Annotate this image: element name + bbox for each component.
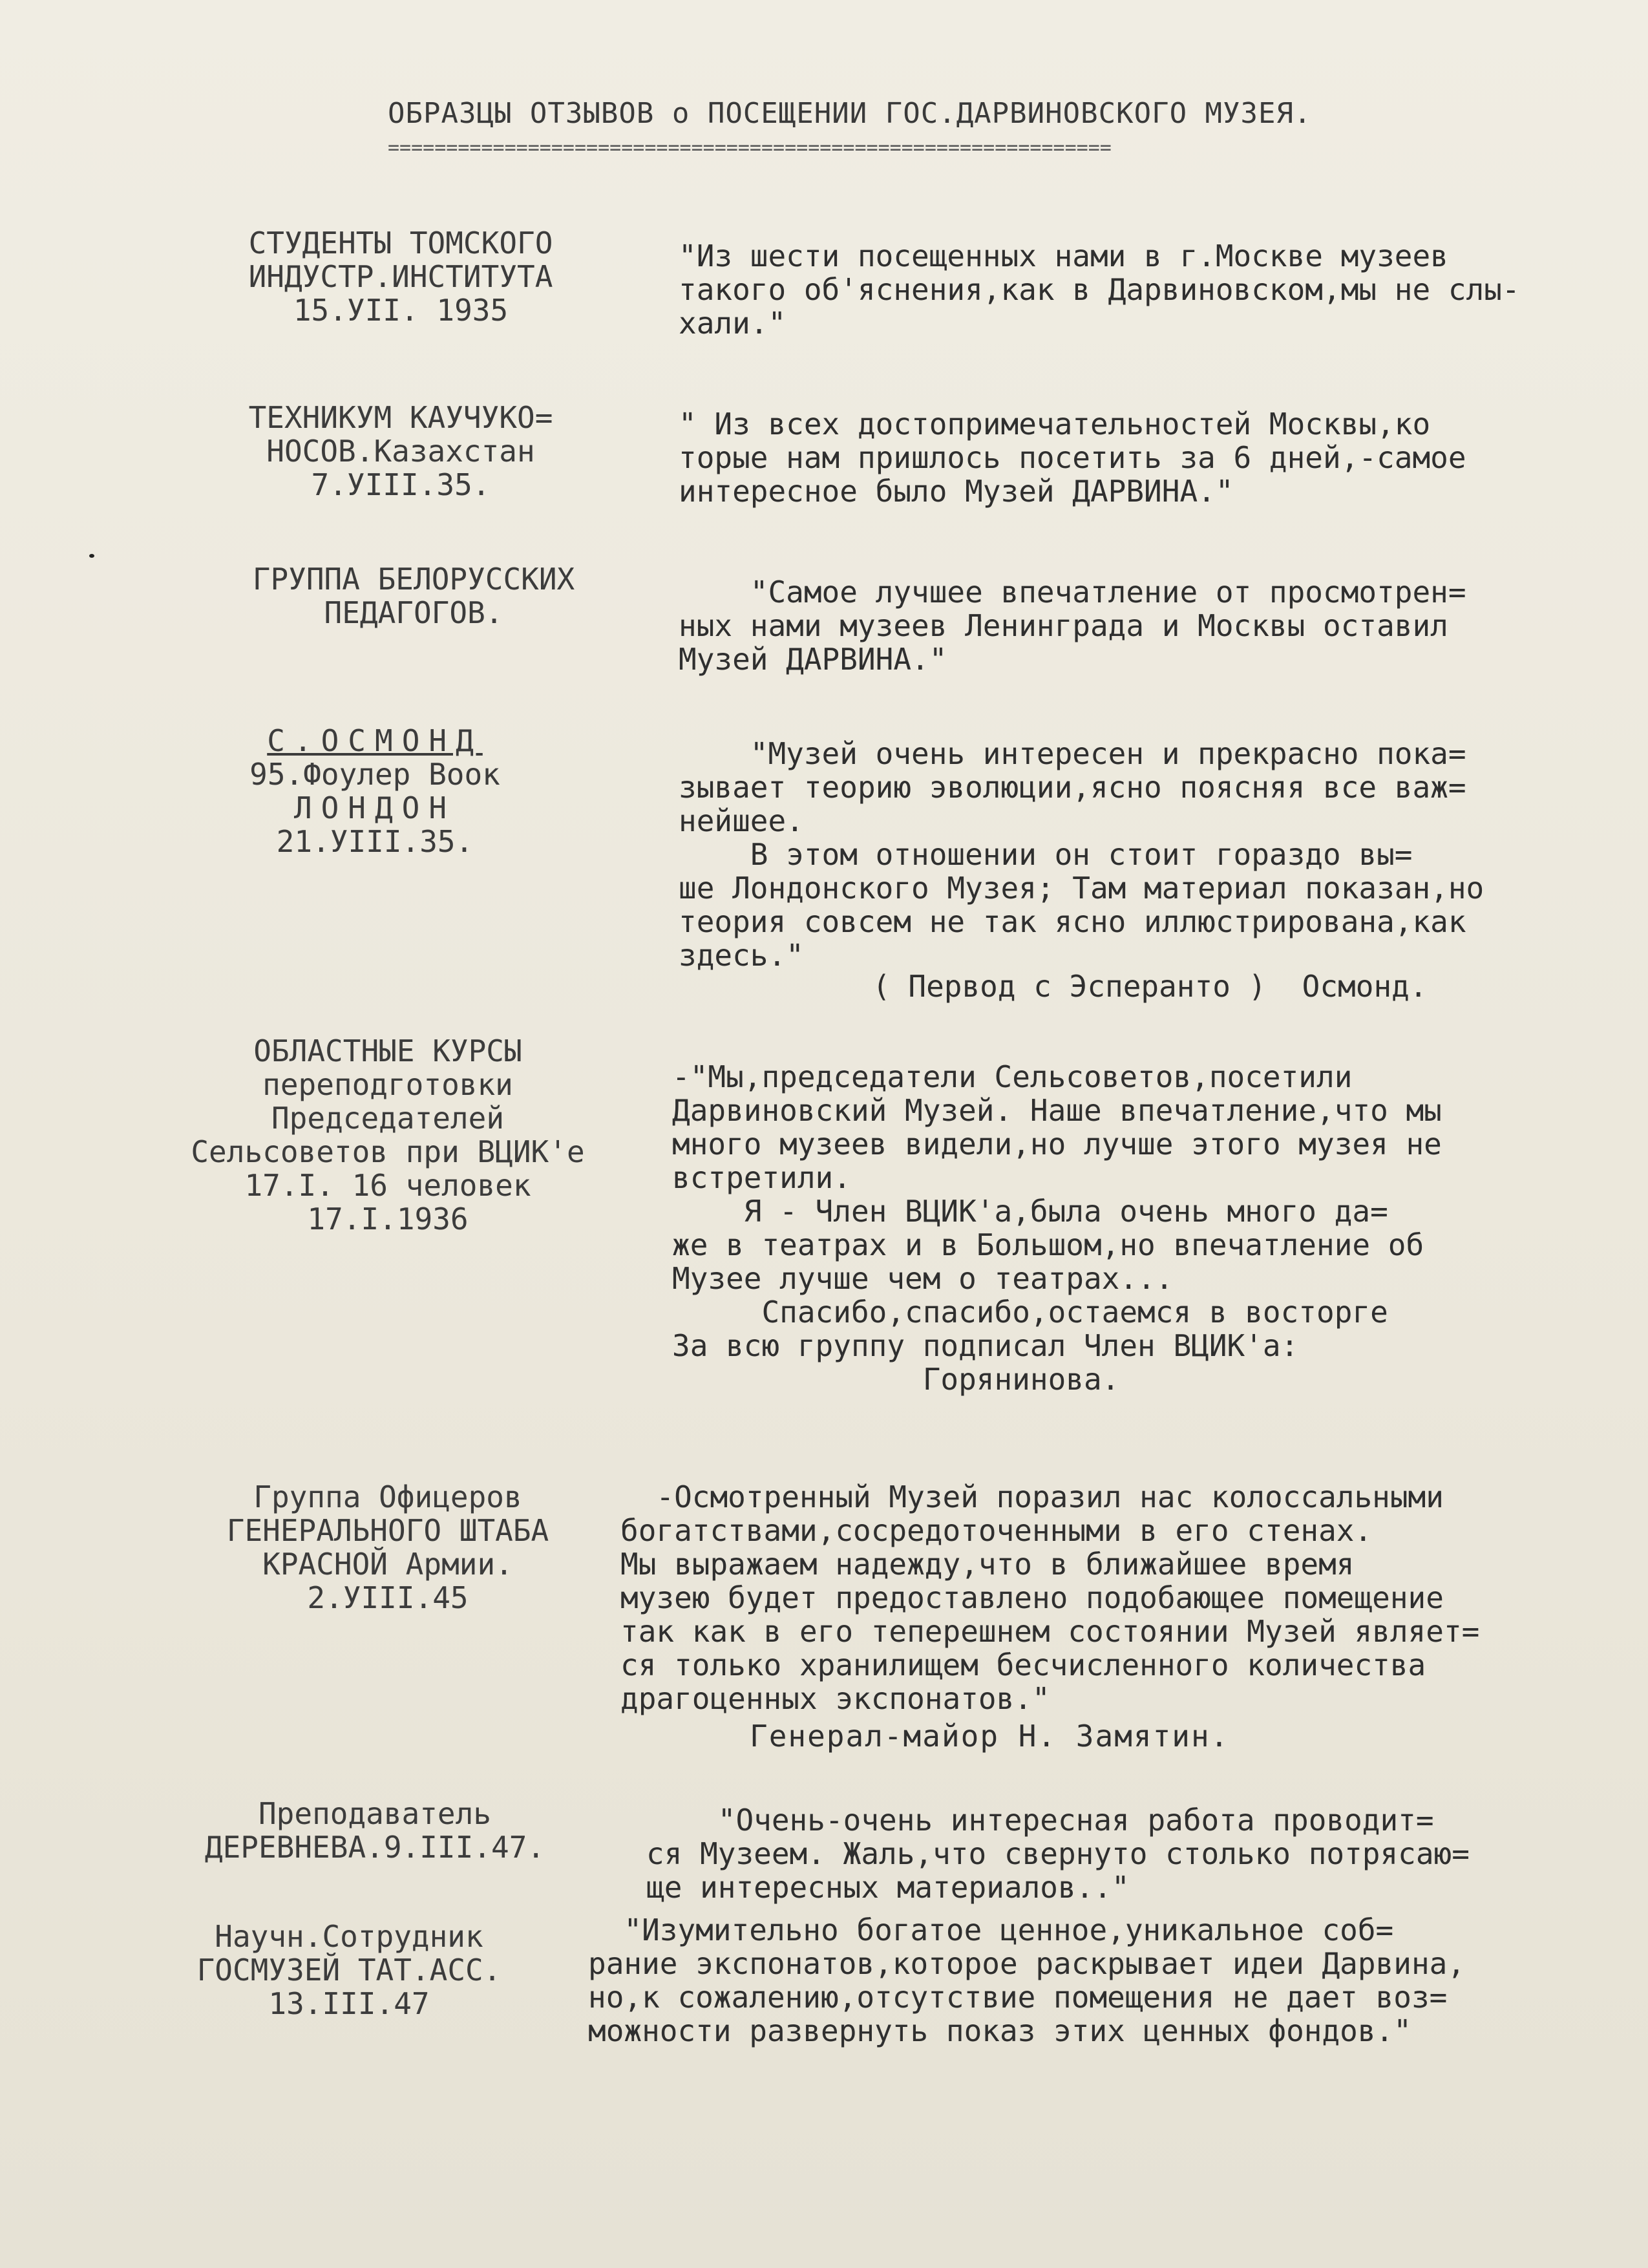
review-author: СТУДЕНТЫ ТОМСКОГО ИНДУСТР.ИНСТИТУТА 15.УII. 1935 — [248, 226, 553, 328]
review-signature: Генерал-майор Н. Замятин. — [750, 1719, 1230, 1754]
review-quote: -Осмотренный Музей поразил нас колоссальными богатствами,сосредоточенными в его стенах. Мы выражаем надежду,что в ближайшее время музею будет предоставлено подобающее помещение так как в его теперешнем состоянии Музей являет= ся только хранилищем бесчисленного количества драгоценных экспонатов." — [620, 1479, 1480, 1716]
document-title: ОБРАЗЦЫ ОТЗЫВОВ о ПОСЕЩЕНИИ ГОС.ДАРВИНОВСКОГО МУЗЕЯ. — [388, 97, 1312, 130]
review-quote: -"Мы,председатели Сельсоветов,посетили Дарвиновский Музей. Наше впечатление,что мы много музеев видели,но лучше этого музея не встретили. Я - Член ВЦИК'а,была очень много да= же в театрах и в Большом,но впечатление об Музее лучше чем о театрах... Спасибо,спасибо,остаемся в восторге За всю группу подписал Член ВЦИК'а: Горянинова. — [672, 1059, 1442, 1397]
ink-speck — [89, 554, 94, 558]
review-author: С.ОСМОНД 95.Фоулер Воок ЛОНДОН 21.УIII.35. — [249, 723, 500, 859]
review-quote: "Из шести посещенных нами в г.Москве музеев такого об'яснения,как в Дарвиновском,мы не слы- хали." — [679, 238, 1520, 341]
review-author: Преподаватель ДЕРЕВНЕВА.9.III.47. — [204, 1796, 545, 1865]
review-author: ОБЛАСТНЫЕ КУРСЫ переподготовки Председателей Сельсоветов при ВЦИК'е 17.I. 16 человек 17.I.1936 — [191, 1033, 585, 1236]
review-quote: " Из всех достопримечательностей Москвы,ко торые нам пришлось посетить за 6 дней,-самое интересное было Музей ДАРВИНА." — [679, 407, 1466, 509]
review-author: Группа Офицеров ГЕНЕРАЛЬНОГО ШТАБА КРАСНОЙ Армии. 2.УIII.45 — [226, 1479, 549, 1615]
review-signature: ( Первод с Эсперанто ) Осмонд. — [872, 969, 1428, 1004]
review-quote: "Самое лучшее впечатление от просмотрен= ных нами музеев Ленинграда и Москвы оставил Музей ДАРВИНА." — [679, 575, 1466, 677]
review-author: Научн.Сотрудник ГОСМУЗЕЙ ТАТ.АСС. 13.III.47 — [196, 1919, 502, 2021]
title-underline: ============================================================== — [388, 141, 1112, 155]
review-quote: "Очень-очень интересная работа проводит= ся Музеем. Жаль,что свернуто столько потрясаю= ще интересных материалов.." — [646, 1803, 1470, 1905]
review-quote: "Изумительно богатое ценное,уникальное соб= рание экспонатов,которое раскрывает идеи Дарвина, но,к сожалению,отсутствие помещения не дает воз= можности развернуть показ этих ценных фондов." — [588, 1913, 1466, 2048]
review-author: ГРУППА БЕЛОРУССКИХ ПЕДАГОГОВ. — [252, 562, 575, 630]
review-quote: "Музей очень интересен и прекрасно пока= зывает теорию эволюции,ясно поясняя все важ= нейшее. В этом отношении он стоит гораздо вы= ше Лондонского Музея; Там материал показан,но теория совсем не так ясно иллюстрирована,как здесь." — [679, 736, 1484, 973]
review-author: ТЕХНИКУМ КАУЧУКО= НОСОВ.Казахстан 7.УIII.35. — [248, 400, 553, 502]
